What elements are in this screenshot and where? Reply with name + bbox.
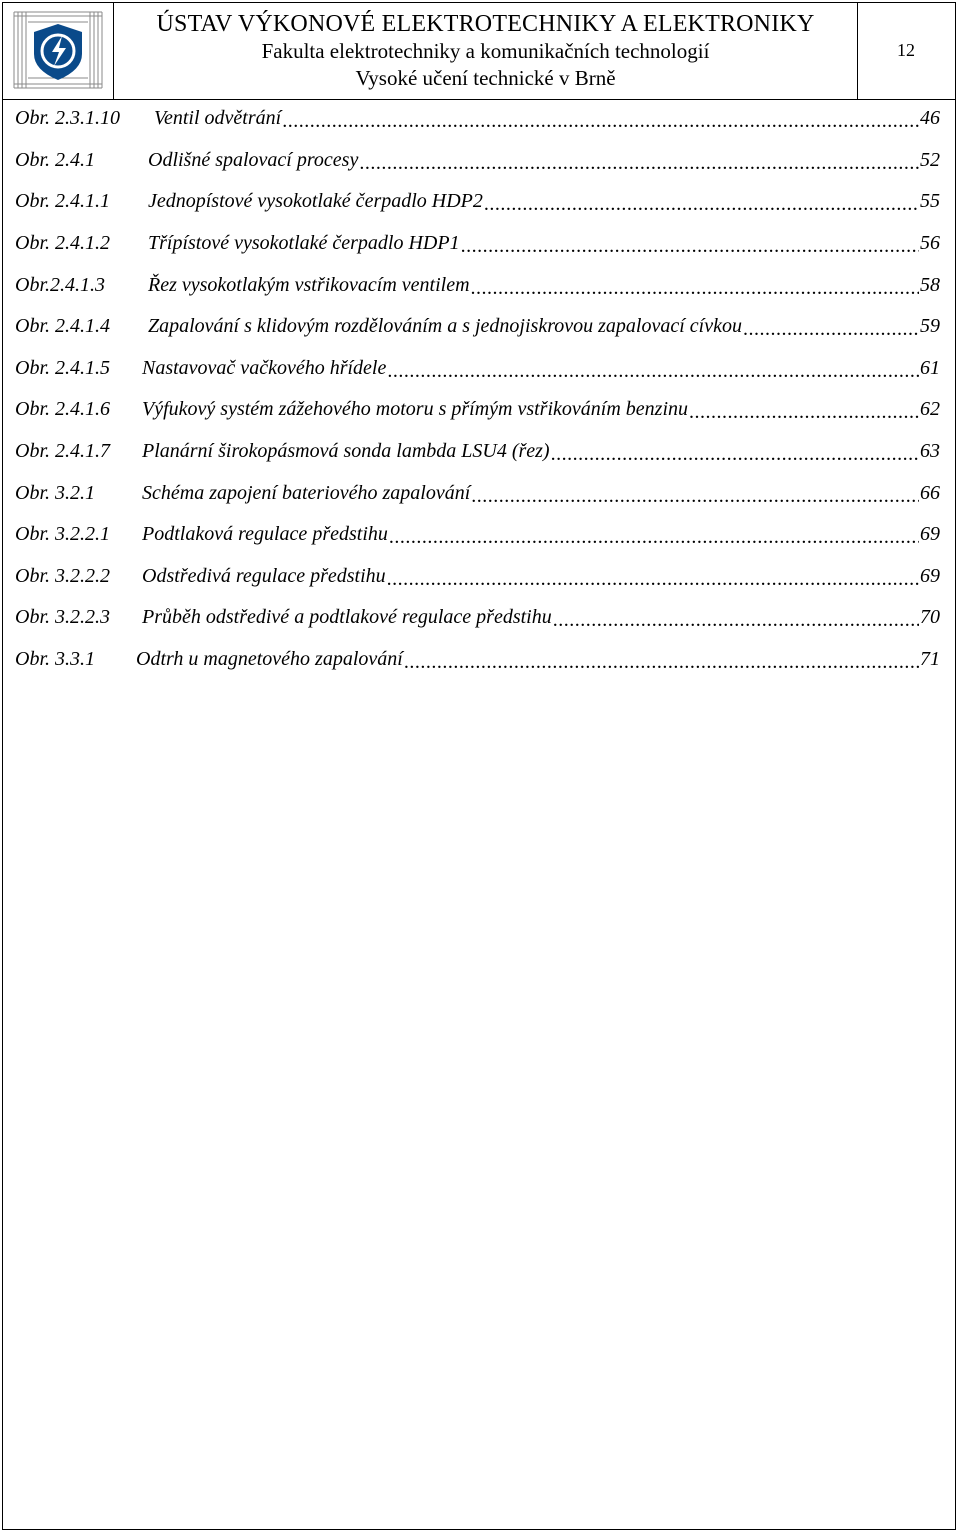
figure-number: Obr. 2.4.1 — [15, 148, 96, 171]
figure-title: Řez vysokotlakým vstřikovacím ventilem — [148, 273, 470, 296]
figure-number: Obr. 2.4.1.5 — [15, 356, 111, 379]
figure-number: Obr. 2.3.1.10 — [15, 107, 121, 130]
dot-leader — [743, 318, 919, 341]
figure-number: Obr. 3.2.2.1 — [15, 523, 111, 546]
toc-row[interactable] — [15, 223, 940, 265]
figure-page: 70 — [920, 606, 940, 629]
page-number: 12 — [897, 40, 915, 60]
figure-page: 63 — [920, 440, 940, 463]
toc-row[interactable] — [15, 389, 940, 431]
header-title-block — [114, 2, 858, 99]
figure-number: Obr. 2.4.1.6 — [15, 398, 111, 421]
dot-leader — [471, 277, 919, 300]
figure-number: Obr. 2.4.1.2 — [15, 232, 111, 255]
dot-leader — [471, 485, 919, 508]
figure-title: Nastavovač vačkového hřídele — [142, 356, 387, 379]
dot-leader — [484, 193, 919, 216]
dot-leader — [359, 152, 919, 175]
figure-number: Obr. 2.4.1.7 — [15, 440, 111, 463]
toc-row[interactable] — [15, 140, 940, 182]
toc-row[interactable] — [15, 597, 940, 639]
figure-title: Planární širokopásmová sonda lambda LSU4 (řez) — [142, 440, 550, 463]
figure-title: Odtrh u magnetového zapalování — [136, 648, 403, 671]
figure-list — [15, 98, 940, 680]
figure-page: 61 — [920, 356, 940, 379]
university-logo-icon — [2, 2, 114, 99]
figure-title: Výfukový systém zážehového motoru s přímým vstřikováním benzinu — [142, 398, 688, 421]
toc-row[interactable] — [15, 348, 940, 390]
figure-title: Odstředivá regulace předstihu — [142, 564, 386, 587]
figure-page: 52 — [920, 148, 940, 171]
figure-number: Obr. 2.4.1.1 — [15, 190, 111, 213]
toc-row[interactable] — [15, 181, 940, 223]
figure-title: Odlišné spalovací procesy — [148, 148, 359, 171]
dot-leader — [553, 609, 919, 632]
figure-page: 69 — [920, 523, 940, 546]
figure-page: 71 — [920, 648, 940, 671]
page-header — [2, 2, 956, 100]
figure-title: Ventil odvětrání — [154, 107, 282, 130]
figure-number: Obr. 3.2.2.2 — [15, 564, 111, 587]
dot-leader — [461, 235, 919, 258]
dot-leader — [387, 360, 919, 383]
figure-page: 56 — [920, 232, 940, 255]
dot-leader — [282, 110, 919, 133]
figure-number: Obr. 3.2.2.3 — [15, 606, 111, 629]
dot-leader — [389, 526, 919, 549]
figure-number: Obr. 3.2.1 — [15, 481, 96, 504]
toc-row[interactable] — [15, 431, 940, 473]
institute-name: ÚSTAV VÝKONOVÉ ELEKTROTECHNIKY A ELEKTRONIKY — [156, 11, 815, 37]
figure-title: Průběh odstředivé a podtlakové regulace předstihu — [142, 606, 552, 629]
figure-page: 69 — [920, 564, 940, 587]
figure-page: 58 — [920, 273, 940, 296]
university-name: Vysoké učení technické v Brně — [355, 66, 616, 90]
figure-title: Jednopístové vysokotlaké čerpadlo HDP2 — [148, 190, 483, 213]
figure-number: Obr. 3.3.1 — [15, 648, 96, 671]
toc-row[interactable] — [15, 306, 940, 348]
toc-row[interactable] — [15, 98, 940, 140]
dot-leader — [551, 443, 919, 466]
figure-title: Podtlaková regulace předstihu — [142, 523, 388, 546]
toc-row[interactable] — [15, 472, 940, 514]
toc-row[interactable] — [15, 639, 940, 681]
toc-row[interactable] — [15, 264, 940, 306]
figure-page: 59 — [920, 315, 940, 338]
dot-leader — [689, 401, 919, 424]
figure-title: Třípístové vysokotlaké čerpadlo HDP1 — [148, 232, 460, 255]
figure-page: 55 — [920, 190, 940, 213]
figure-title: Schéma zapojení bateriového zapalování — [142, 481, 471, 504]
toc-row[interactable] — [15, 556, 940, 598]
dot-leader — [404, 651, 919, 674]
figure-page: 46 — [920, 107, 940, 130]
figure-number: Obr. 2.4.1.4 — [15, 315, 111, 338]
toc-row[interactable] — [15, 514, 940, 556]
faculty-name: Fakulta elektrotechniky a komunikačních technologií — [261, 39, 710, 63]
figure-page: 66 — [920, 481, 940, 504]
figure-number: Obr.2.4.1.3 — [15, 273, 106, 296]
figure-page: 62 — [920, 398, 940, 421]
dot-leader — [387, 568, 919, 591]
figure-title: Zapalování s klidovým rozdělováním a s jednojiskrovou zapalovací cívkou — [148, 315, 742, 338]
logo-cell — [2, 2, 114, 99]
